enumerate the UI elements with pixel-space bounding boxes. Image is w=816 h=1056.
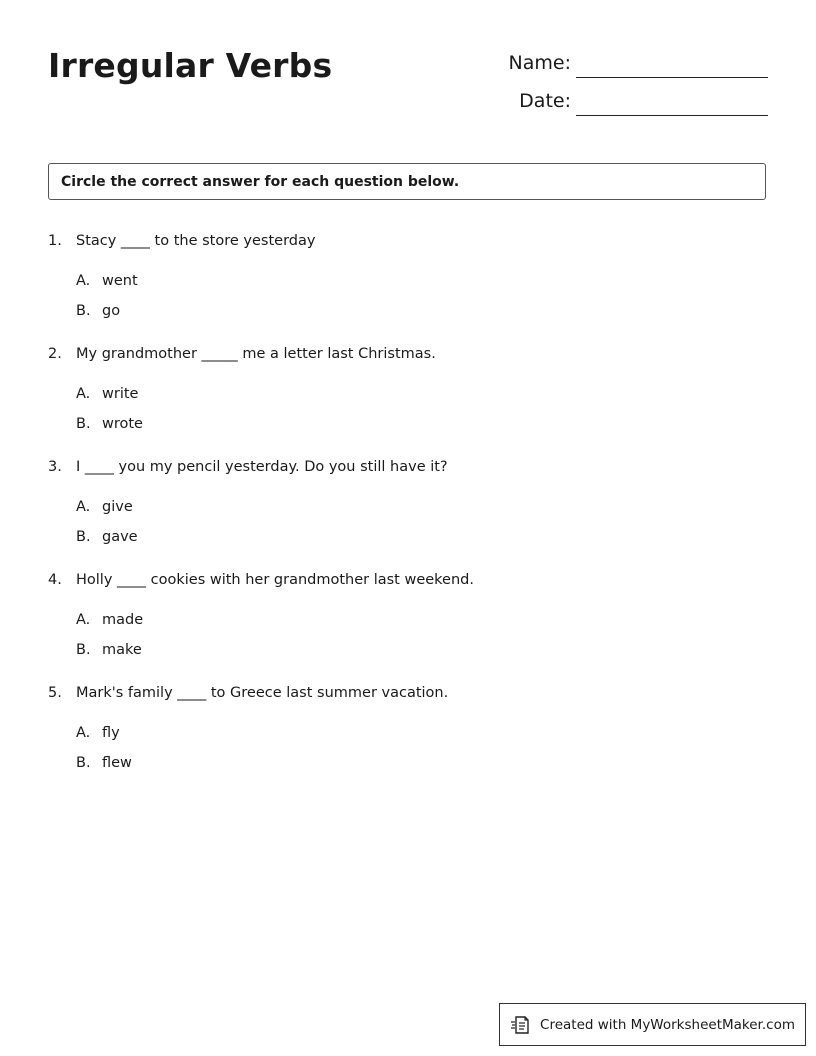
date-field[interactable]: [576, 115, 768, 116]
question-number: 5.: [48, 685, 62, 701]
option-letter: A.: [76, 499, 91, 515]
footer-text: Created with MyWorksheetMaker.com: [540, 1016, 795, 1033]
question-number: 4.: [48, 572, 62, 588]
instructions-box: [48, 163, 766, 200]
page-title: Irregular Verbs: [48, 46, 333, 85]
question-list: [48, 230, 768, 795]
question-number: 1.: [48, 233, 62, 249]
footer-badge[interactable]: [499, 1003, 806, 1046]
question-1: [48, 230, 768, 322]
option-text: flew: [102, 755, 132, 771]
question-text: My grandmother _____ me a letter last Christmas.: [76, 346, 436, 362]
option-letter: B.: [76, 303, 91, 319]
option-letter: B.: [76, 529, 91, 545]
answer-option-b[interactable]: [48, 413, 768, 435]
option-text: write: [102, 386, 139, 402]
answer-option-b[interactable]: [48, 526, 768, 548]
question-text: Holly ____ cookies with her grandmother last weekend.: [76, 572, 474, 588]
option-text: wrote: [102, 416, 143, 432]
option-text: gave: [102, 529, 138, 545]
option-letter: A.: [76, 386, 91, 402]
date-label: Date:: [519, 90, 571, 112]
question-text: Mark's family ____ to Greece last summer vacation.: [76, 685, 449, 701]
option-text: fly: [102, 725, 120, 741]
option-letter: A.: [76, 725, 91, 741]
question-number: 2.: [48, 346, 62, 362]
answer-option-a[interactable]: [48, 270, 768, 292]
question-5: [48, 682, 768, 774]
option-letter: B.: [76, 755, 91, 771]
answer-option-a[interactable]: [48, 609, 768, 631]
answer-option-a[interactable]: [48, 722, 768, 744]
answer-option-b[interactable]: [48, 752, 768, 774]
option-text: go: [102, 303, 121, 319]
answer-option-a[interactable]: [48, 496, 768, 518]
question-3: [48, 456, 768, 548]
worksheet-maker-logo-icon: [510, 1014, 532, 1036]
question-text: Stacy ____ to the store yesterday: [76, 233, 316, 249]
answer-option-b[interactable]: [48, 300, 768, 322]
question-number: 3.: [48, 459, 62, 475]
answer-option-a[interactable]: [48, 383, 768, 405]
option-letter: A.: [76, 612, 91, 628]
option-text: give: [102, 499, 133, 515]
option-letter: B.: [76, 642, 91, 658]
option-text: make: [102, 642, 142, 658]
option-text: made: [102, 612, 144, 628]
option-text: went: [102, 273, 138, 289]
question-text: I ____ you my pencil yesterday. Do you still have it?: [76, 459, 448, 475]
option-letter: B.: [76, 416, 91, 432]
answer-option-b[interactable]: [48, 639, 768, 661]
name-field[interactable]: [576, 77, 768, 78]
option-letter: A.: [76, 273, 91, 289]
instructions-text: Circle the correct answer for each question below.: [61, 173, 460, 190]
name-label: Name:: [508, 52, 571, 74]
question-2: [48, 343, 768, 435]
question-4: [48, 569, 768, 661]
